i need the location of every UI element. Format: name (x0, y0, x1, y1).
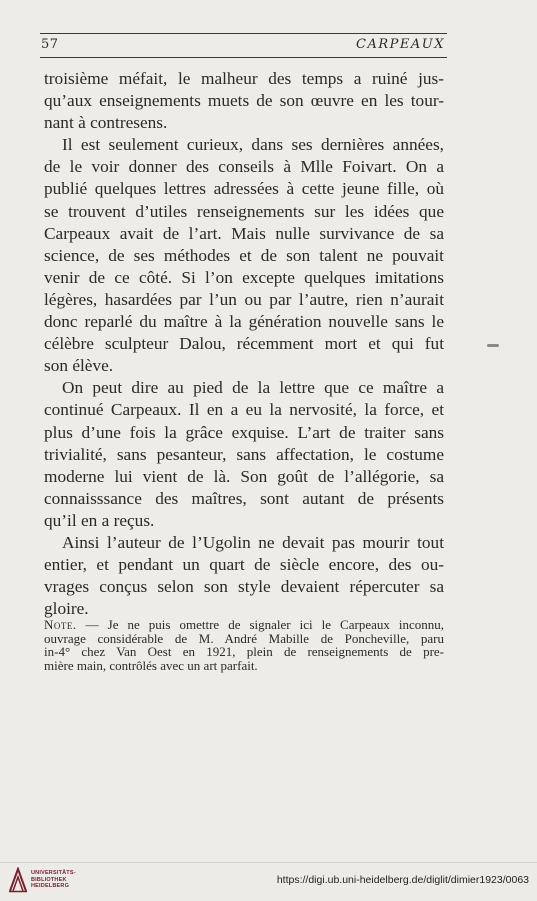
note-label: Note. (44, 617, 77, 632)
paragraph-3 (44, 377, 444, 399)
text-line: son élève. (44, 356, 114, 376)
text-line: nant à contresens. (44, 113, 168, 133)
text-line: trivialité, sans pesanteur, sans affectation, le costume (44, 444, 444, 464)
note-text: — Je ne puis omettre de signaler ici le Carpeaux inconnu, (85, 617, 444, 632)
paragraph-4-cont (44, 554, 444, 620)
text-line: Carpeaux avait de l’art. Mais nulle survivance de sa (44, 223, 444, 243)
header-rule-top (40, 33, 447, 34)
paragraph-3-cont (44, 399, 444, 532)
header-rule-bottom (40, 57, 447, 58)
text-line: Il est seulement curieux, dans ses dernières années, (62, 135, 444, 155)
running-head: CARPEAUX (356, 37, 445, 52)
library-name-line: HEIDELBERG (31, 883, 70, 889)
note-line (44, 618, 444, 632)
paragraph-2 (44, 134, 444, 156)
text-line: publié quelques lettres adressées à cette jeune fille, où (44, 179, 444, 199)
text-line: vrages conçus selon son style devaient répercuter sa (44, 577, 444, 597)
source-url-link[interactable]: https://digi.ub.uni-heidelberg.de/diglit/dimier1923/0063 (276, 874, 529, 886)
footnote (44, 618, 444, 672)
text-line: célèbre sculpteur Dalou, récemment mort et qui fut (44, 334, 444, 354)
paragraph-4 (44, 532, 444, 554)
text-line: On peut dire au pied de la lettre que ce maître a (62, 378, 444, 398)
text-line: continué Carpeaux. Il en a eu la nervosité, la force, et (44, 400, 444, 420)
paragraph-1 (44, 68, 444, 134)
text-line: donc reparlé du maître à la génération nouvelle sans le (44, 312, 444, 332)
library-name (31, 870, 76, 890)
body-text (44, 68, 444, 620)
text-line: gloire. (44, 599, 89, 619)
library-logo-icon (8, 867, 28, 893)
library-name-line: BIBLIOTHEK (31, 876, 67, 883)
text-line: plus d’une fois la grâce exquise. L’art de traiter sans (44, 422, 444, 442)
text-line: science, de ses méthodes et de son talent ne pouvait (44, 245, 444, 265)
text-line: qu’aux enseignements muets de son œuvre en les tour- (44, 91, 444, 111)
text-line: légères, hasardées par l’un ou par l’autre, rien n’aurait (44, 289, 444, 309)
paragraph-2-cont (44, 156, 444, 377)
text-line: troisième méfait, le malheur des temps a ruiné jus- (44, 69, 444, 88)
text-line: connaisssance des maîtres, sont autant de présents (44, 488, 444, 508)
margin-mark (487, 344, 499, 347)
text-line: de le voir donner des conseils à Mlle Foivart. On a (44, 157, 444, 177)
library-name-line: UNIVERSITÄTS- (31, 870, 76, 876)
text-line: se trouvent d’utiles renseignements sur les idées que (44, 201, 444, 221)
text-line: entier, et pendant un quart de siècle encore, des ou- (44, 555, 444, 575)
note-line: in-4° chez Van Oest en 1921, plein de renseignements de pre- (44, 644, 444, 659)
note-line: mière main, contrôlés avec un art parfait. (44, 657, 258, 673)
text-line: moderne lui vient de là. Son goût de l’allégorie, sa (44, 466, 444, 486)
text-line: qu’il en a reçus. (44, 510, 155, 530)
note-line: ouvrage considérable de M. André Mabille de Poncheville, paru (44, 630, 444, 646)
page-number: 57 (41, 37, 59, 52)
text-line: venir de ce côté. Si l’on excepte quelques imitations (44, 267, 444, 287)
text-line: Ainsi l’auteur de l’Ugolin ne devait pas mourir tout (62, 532, 444, 552)
